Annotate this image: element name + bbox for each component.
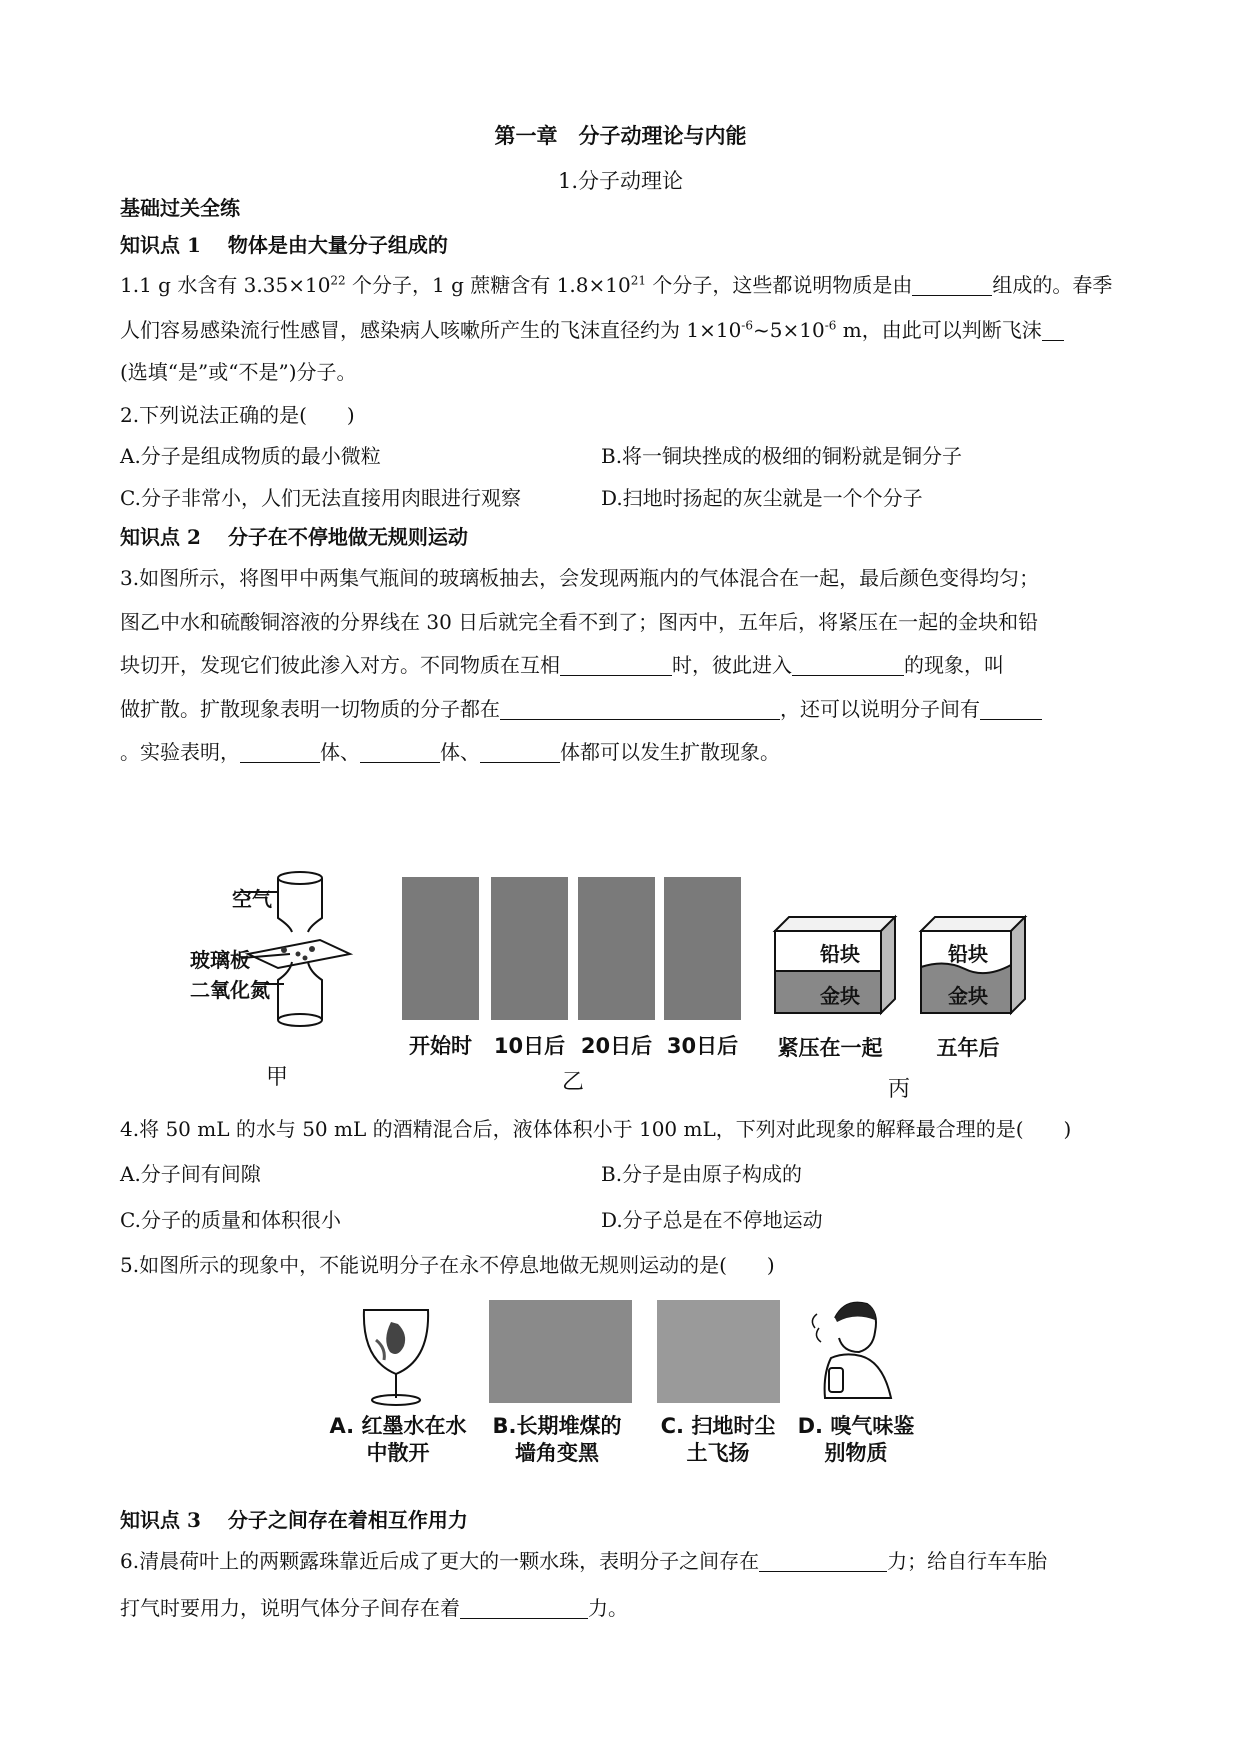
- q4-option-d[interactable]: D.分子总是在不停地运动: [601, 1208, 823, 1232]
- q3-blank-2[interactable]: [792, 653, 904, 676]
- q5-caption-c-line-2: 土飞扬: [686, 1441, 750, 1465]
- q6-blank-2[interactable]: [460, 1596, 588, 1619]
- q4-option-a[interactable]: A.分子间有间隙: [120, 1162, 261, 1186]
- q4-option-b[interactable]: B.分子是由原子构成的: [601, 1162, 803, 1186]
- q3-blank-3[interactable]: [500, 697, 780, 720]
- q3-line-5: 。实验表明， 体、 体、 体都可以发生扩散现象。: [120, 740, 780, 764]
- figure-label-bing: 丙: [888, 1077, 911, 1102]
- yi-photo-20-days: [578, 877, 655, 1020]
- bing-lead-label-right: 铅块: [948, 942, 988, 966]
- yi-photo-10-days: [491, 877, 568, 1020]
- yi-caption-2: 20日后: [580, 1034, 653, 1058]
- q5-picture-b-coal-pile[interactable]: [489, 1300, 632, 1403]
- figure-label-jia: 甲: [266, 1065, 289, 1090]
- q3-blank-5[interactable]: [240, 740, 320, 763]
- q3-line-1: 3.如图所示，将图甲中两集气瓶间的玻璃板抽去，会发现两瓶内的气体混合在一起，最后颜色变得均匀；: [120, 566, 1040, 590]
- q6-line-1: 6.清晨荷叶上的两颗露珠靠近后成了更大的一颗水珠，表明分子之间存在 力；给自行车车胎: [120, 1549, 1048, 1573]
- q3-line-2: 图乙中水和硫酸铜溶液的分界线在 30 日后就完全看不到了；图丙中，五年后，将紧压在一起的金块和铅: [120, 610, 1039, 634]
- q1-blank-2[interactable]: [1042, 318, 1064, 341]
- yi-photo-start: [402, 877, 479, 1020]
- q3-blank-7[interactable]: [480, 740, 560, 763]
- bing-lead-label-left: 铅块: [820, 942, 860, 966]
- yi-caption-1: 10日后: [493, 1034, 566, 1058]
- bing-caption-five-years: 五年后: [936, 1036, 1000, 1060]
- q4-option-c[interactable]: C.分子的质量和体积很小: [120, 1208, 341, 1232]
- chapter-title: 第一章 分子动理论与内能: [494, 123, 747, 148]
- q5-caption-c-line-1: C. 扫地时尘: [660, 1414, 776, 1438]
- bing-gold-label-left: 金块: [820, 984, 860, 1008]
- q6-blank-1[interactable]: [759, 1549, 887, 1572]
- section-title: 1.分子动理论: [557, 169, 684, 193]
- q2-stem: 2.下列说法正确的是( ): [120, 403, 355, 427]
- q1-blank-1[interactable]: [912, 273, 992, 296]
- knowledge-point-3: 知识点 3 分子之间存在着相互作用力: [120, 1508, 468, 1532]
- part-heading: 基础过关全练: [120, 196, 240, 220]
- q3-blank-6[interactable]: [360, 740, 440, 763]
- q5-caption-d-line-2: 别物质: [824, 1441, 888, 1465]
- q6-line-2: 打气时要用力，说明气体分子间存在着 力。: [120, 1596, 628, 1620]
- q1-line-3: (选填“是”或“不是”)分子。: [120, 360, 357, 384]
- jia-label-no2: 二氧化氮: [190, 978, 270, 1002]
- q3-line-4: 做扩散。扩散现象表明一切物质的分子都在 ，还可以说明分子间有: [120, 694, 1125, 724]
- yi-caption-0: 开始时: [409, 1034, 472, 1058]
- q5-caption-b-line-1: B.长期堆煤的: [492, 1414, 622, 1438]
- q4-stem: 4.将 50 mL 的水与 50 mL 的酒精混合后，液体体积小于 100 mL，下列对此现象的解释最合理的是( ): [120, 1117, 1072, 1141]
- jia-label-air: 空气: [232, 887, 272, 911]
- q2-option-d[interactable]: D.扫地时扬起的灰尘就是一个个分子: [601, 486, 923, 510]
- figure-label-yi: 乙: [562, 1070, 585, 1095]
- knowledge-point-2: 知识点 2 分子在不停地做无规则运动: [120, 525, 468, 549]
- q2-option-c[interactable]: C.分子非常小，人们无法直接用肉眼进行观察: [120, 486, 521, 510]
- q5-caption-d-line-1: D. 嗅气味鉴: [797, 1414, 915, 1438]
- q1-line-2: 人们容易感染流行性感冒，感染病人咳嗽所产生的飞沫直径约为 $1\times 10^{-6}\sim 5\times 10^{-6}$ m，由此可以判断飞沫: [120, 315, 1125, 345]
- q2-option-b[interactable]: B.将一铜块挫成的极细的铜粉就是铜分子: [601, 444, 963, 468]
- q3-line-3: 块切开，发现它们彼此渗入对方。不同物质在互相 时，彼此进入 的现象，叫: [120, 653, 1004, 677]
- q5-picture-c-sweeping[interactable]: [657, 1300, 780, 1403]
- bing-gold-label-right: 金块: [948, 984, 988, 1008]
- yi-caption-3: 30日后: [666, 1034, 739, 1058]
- q3-blank-4[interactable]: [980, 697, 1042, 720]
- q5-caption-b-line-2: 墙角变黑: [515, 1441, 599, 1465]
- q2-option-a[interactable]: A.分子是组成物质的最小微粒: [120, 444, 381, 468]
- knowledge-point-1: 知识点 1 物体是由大量分子组成的: [120, 233, 448, 257]
- q3-blank-1[interactable]: [560, 653, 672, 676]
- q5-picture-d-smelling[interactable]: [805, 1298, 905, 1406]
- q5-caption-a-line-1: A. 红墨水在水: [329, 1414, 467, 1438]
- jia-label-glass: 玻璃板: [190, 948, 250, 972]
- q5-caption-a-line-2: 中散开: [366, 1441, 430, 1465]
- q5-picture-a-ink-in-water[interactable]: [346, 1300, 446, 1410]
- bing-caption-pressed: 紧压在一起: [777, 1036, 883, 1060]
- q1-line-1: 1.1 g 水含有 $3.35\times 10^{22}$ 个分子，1 g 蔗糖含有 $1.8\times 10^{21}$ 个分子，这些都说明物质是由 组成的。春季: [120, 273, 1113, 297]
- yi-photo-30-days: [664, 877, 741, 1020]
- q5-stem: 5.如图所示的现象中，不能说明分子在永不停息地做无规则运动的是( ): [120, 1253, 775, 1277]
